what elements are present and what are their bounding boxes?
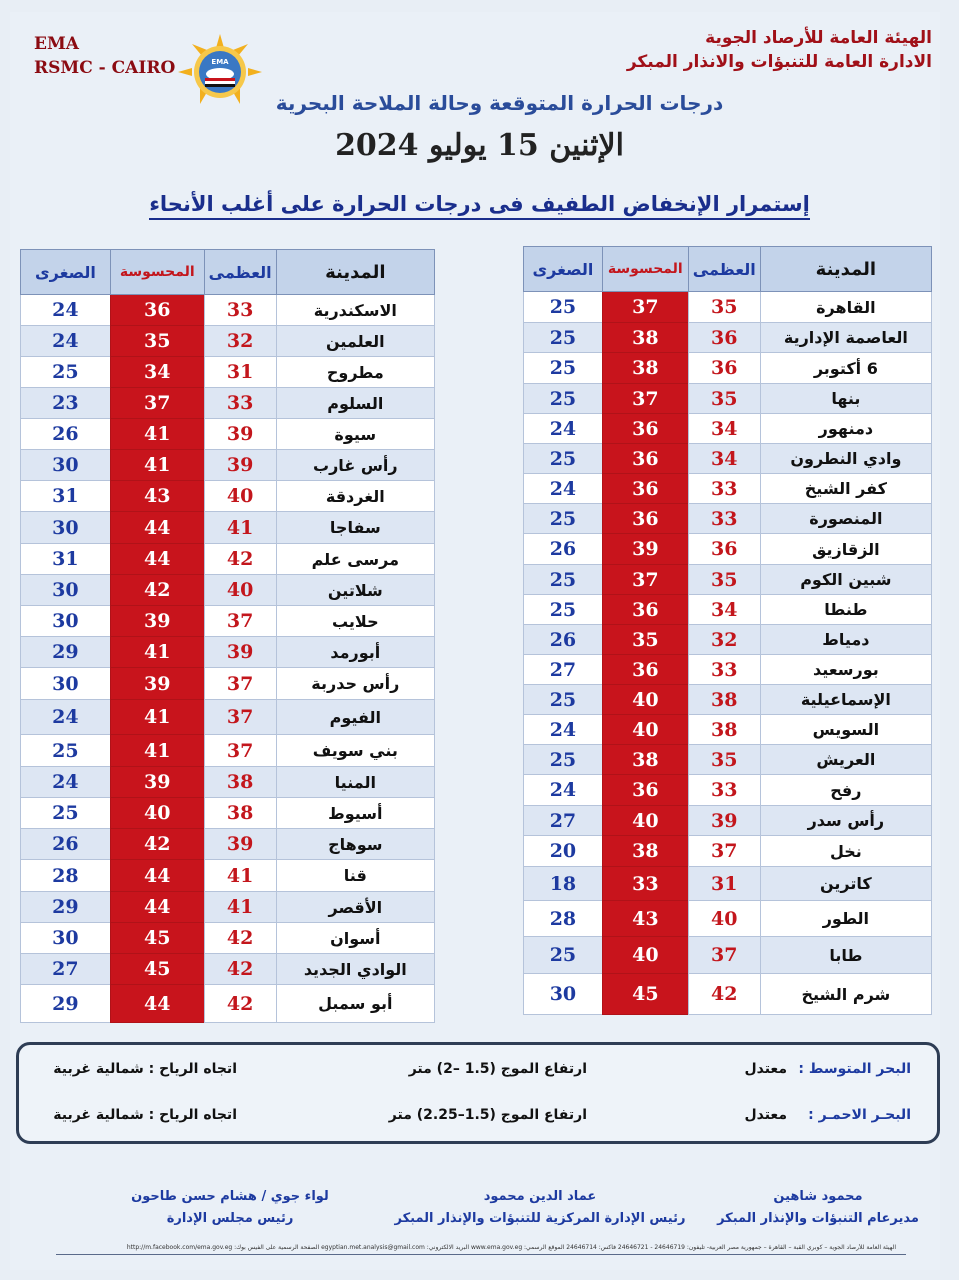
feels-like-cell: 41 xyxy=(110,450,204,481)
footer-divider xyxy=(56,1254,906,1255)
city-cell: العاصمة الإدارية xyxy=(760,323,931,353)
left-temperature-table xyxy=(20,249,435,1023)
feels-like-cell: 36 xyxy=(602,775,688,806)
min-temp-cell: 27 xyxy=(21,954,111,985)
city-cell: المنصورة xyxy=(760,504,931,534)
min-temp-cell: 29 xyxy=(21,892,111,923)
city-cell: العريش xyxy=(760,745,931,775)
city-cell: الاسكندرية xyxy=(276,295,434,326)
headline-text: إستمرار الإنخفاض الطفيف فى درجات الحرارة على أغلب الأنحاء xyxy=(149,192,810,220)
table-row xyxy=(524,715,932,745)
min-temp-cell: 24 xyxy=(524,474,603,504)
sea-state: معتدل xyxy=(744,1061,787,1077)
col-header-feel: المحسوسة xyxy=(110,250,204,295)
city-cell: أبورمد xyxy=(276,637,434,668)
min-temp-cell: 31 xyxy=(21,544,111,575)
feels-like-cell: 36 xyxy=(602,504,688,534)
feels-like-cell: 41 xyxy=(110,735,204,767)
ema-label: EMA xyxy=(34,34,79,54)
sea-name: البحر المتوسط : xyxy=(798,1061,911,1077)
max-temp-cell: 39 xyxy=(688,806,760,836)
table-row xyxy=(21,798,435,829)
min-temp-cell: 24 xyxy=(21,767,111,798)
ema-rsmc-label xyxy=(34,32,175,80)
min-temp-cell: 25 xyxy=(524,595,603,625)
feels-like-cell: 40 xyxy=(110,798,204,829)
feels-like-cell: 37 xyxy=(602,292,688,323)
table-header-row xyxy=(524,247,932,292)
feels-like-cell: 39 xyxy=(602,534,688,565)
table-row xyxy=(21,767,435,798)
city-cell: رأس سدر xyxy=(760,806,931,836)
table-row xyxy=(21,357,435,388)
max-temp-cell: 38 xyxy=(688,715,760,745)
max-temp-cell: 39 xyxy=(204,419,276,450)
max-temp-cell: 42 xyxy=(204,954,276,985)
min-temp-cell: 30 xyxy=(21,575,111,606)
feels-like-cell: 38 xyxy=(602,323,688,353)
table-row xyxy=(21,700,435,735)
max-temp-cell: 40 xyxy=(688,901,760,937)
max-temp-cell: 33 xyxy=(688,504,760,534)
max-temp-cell: 35 xyxy=(688,384,760,414)
col-header-min: الصغرى xyxy=(21,250,111,295)
col-header-max: العظمى xyxy=(204,250,276,295)
min-temp-cell: 28 xyxy=(21,860,111,892)
min-temp-cell: 30 xyxy=(21,512,111,544)
max-temp-cell: 33 xyxy=(204,295,276,326)
min-temp-cell: 18 xyxy=(524,867,603,901)
table-row xyxy=(524,565,932,595)
table-row xyxy=(21,326,435,357)
max-temp-cell: 41 xyxy=(204,892,276,923)
feels-like-cell: 45 xyxy=(110,954,204,985)
rsmc-label: RSMC - CAIRO xyxy=(34,58,176,78)
max-temp-cell: 35 xyxy=(688,292,760,323)
min-temp-cell: 24 xyxy=(524,775,603,806)
min-temp-cell: 27 xyxy=(524,655,603,685)
min-temp-cell: 30 xyxy=(21,606,111,637)
min-temp-cell: 23 xyxy=(21,388,111,419)
bulletin-subtitle xyxy=(0,91,959,115)
table-row xyxy=(21,450,435,481)
max-temp-cell: 39 xyxy=(204,637,276,668)
feels-like-cell: 38 xyxy=(602,836,688,867)
min-temp-cell: 25 xyxy=(21,735,111,767)
city-cell: رفح xyxy=(760,775,931,806)
feels-like-cell: 40 xyxy=(602,685,688,715)
max-temp-cell: 42 xyxy=(204,985,276,1023)
feels-like-cell: 45 xyxy=(602,974,688,1015)
feels-like-cell: 40 xyxy=(602,715,688,745)
right-temperature-table xyxy=(523,246,932,1015)
table-row xyxy=(524,806,932,836)
max-temp-cell: 35 xyxy=(688,745,760,775)
city-cell: سفاجا xyxy=(276,512,434,544)
bulletin-headline xyxy=(0,192,959,216)
city-cell: القاهرة xyxy=(760,292,931,323)
table-row xyxy=(524,937,932,974)
min-temp-cell: 24 xyxy=(21,700,111,735)
max-temp-cell: 37 xyxy=(688,836,760,867)
city-cell: شبين الكوم xyxy=(760,565,931,595)
feels-like-cell: 41 xyxy=(110,419,204,450)
table-row xyxy=(21,829,435,860)
col-header-min: الصغرى xyxy=(524,247,603,292)
min-temp-cell: 25 xyxy=(524,504,603,534)
max-temp-cell: 34 xyxy=(688,444,760,474)
feels-like-cell: 34 xyxy=(110,357,204,388)
signature-forecast-director xyxy=(713,1186,923,1230)
min-temp-cell: 25 xyxy=(524,384,603,414)
table-row xyxy=(524,323,932,353)
sea-row-mediterranean xyxy=(19,1061,937,1091)
max-temp-cell: 36 xyxy=(688,534,760,565)
min-temp-cell: 29 xyxy=(21,985,111,1023)
city-cell: دمياط xyxy=(760,625,931,655)
city-cell: بورسعيد xyxy=(760,655,931,685)
feels-like-cell: 41 xyxy=(110,700,204,735)
table-row xyxy=(524,353,932,384)
signatory-title: مديرعام التنبؤات والإنذار المبكر xyxy=(717,1211,919,1226)
feels-like-cell: 35 xyxy=(602,625,688,655)
col-header-feel: المحسوسة xyxy=(602,247,688,292)
min-temp-cell: 30 xyxy=(21,668,111,700)
max-temp-cell: 34 xyxy=(688,414,760,444)
table-row xyxy=(524,655,932,685)
feels-like-cell: 36 xyxy=(110,295,204,326)
col-header-city: المدينة xyxy=(760,247,931,292)
wave-height: ارتفاع الموج (1.5 –2) متر xyxy=(408,1061,587,1077)
table-row xyxy=(524,384,932,414)
min-temp-cell: 25 xyxy=(524,565,603,595)
feels-like-cell: 36 xyxy=(602,474,688,504)
max-temp-cell: 41 xyxy=(204,512,276,544)
max-temp-cell: 41 xyxy=(204,860,276,892)
city-cell: الإسماعيلية xyxy=(760,685,931,715)
min-temp-cell: 25 xyxy=(524,685,603,715)
max-temp-cell: 40 xyxy=(204,481,276,512)
max-temp-cell: 38 xyxy=(204,798,276,829)
table-row xyxy=(21,954,435,985)
min-temp-cell: 30 xyxy=(21,923,111,954)
max-temp-cell: 36 xyxy=(688,353,760,384)
max-temp-cell: 42 xyxy=(688,974,760,1015)
city-cell: نخل xyxy=(760,836,931,867)
city-cell: رأس غارب xyxy=(276,450,434,481)
city-cell: وادي النطرون xyxy=(760,444,931,474)
min-temp-cell: 24 xyxy=(524,414,603,444)
city-cell: بني سويف xyxy=(276,735,434,767)
max-temp-cell: 32 xyxy=(688,625,760,655)
max-temp-cell: 33 xyxy=(688,775,760,806)
signatory-title: رئيس مجلس الإدارة xyxy=(166,1211,294,1226)
table-row xyxy=(21,606,435,637)
feels-like-cell: 36 xyxy=(602,444,688,474)
feels-like-cell: 36 xyxy=(602,595,688,625)
city-cell: مطروح xyxy=(276,357,434,388)
signature-chairman xyxy=(110,1186,350,1230)
feels-like-cell: 43 xyxy=(110,481,204,512)
feels-like-cell: 40 xyxy=(602,937,688,974)
feels-like-cell: 37 xyxy=(602,565,688,595)
min-temp-cell: 24 xyxy=(524,715,603,745)
table-row xyxy=(524,534,932,565)
signatory-name: عماد الدين محمود xyxy=(483,1189,597,1204)
max-temp-cell: 39 xyxy=(204,450,276,481)
max-temp-cell: 33 xyxy=(688,474,760,504)
table-row xyxy=(524,867,932,901)
feels-like-cell: 41 xyxy=(110,637,204,668)
max-temp-cell: 36 xyxy=(688,323,760,353)
table-row xyxy=(524,474,932,504)
table-row xyxy=(21,575,435,606)
sea-conditions-box xyxy=(16,1042,940,1144)
table-row xyxy=(524,685,932,715)
min-temp-cell: 24 xyxy=(21,295,111,326)
table-row xyxy=(21,512,435,544)
city-cell: شرم الشيخ xyxy=(760,974,931,1015)
city-cell: الزقازيق xyxy=(760,534,931,565)
max-temp-cell: 37 xyxy=(204,735,276,767)
wind-direction: اتجاه الرياح : شمالية غربية xyxy=(53,1061,237,1077)
max-temp-cell: 42 xyxy=(204,544,276,575)
bulletin-date: الإثنين 15 يوليو 2024 xyxy=(335,128,624,163)
table-row xyxy=(21,923,435,954)
max-temp-cell: 37 xyxy=(688,937,760,974)
city-cell: كفر الشيخ xyxy=(760,474,931,504)
city-cell: شلاتين xyxy=(276,575,434,606)
table-row xyxy=(524,595,932,625)
min-temp-cell: 25 xyxy=(21,798,111,829)
table-row xyxy=(524,974,932,1015)
city-cell: قنا xyxy=(276,860,434,892)
city-cell: بنها xyxy=(760,384,931,414)
table-row xyxy=(524,444,932,474)
table-row xyxy=(21,735,435,767)
city-cell: دمنهور xyxy=(760,414,931,444)
table-row xyxy=(524,504,932,534)
feels-like-cell: 38 xyxy=(602,745,688,775)
max-temp-cell: 35 xyxy=(688,565,760,595)
signature-central-admin xyxy=(380,1186,700,1230)
city-cell: العلمين xyxy=(276,326,434,357)
feels-like-cell: 37 xyxy=(602,384,688,414)
min-temp-cell: 24 xyxy=(21,326,111,357)
feels-like-cell: 39 xyxy=(110,668,204,700)
city-cell: السلوم xyxy=(276,388,434,419)
feels-like-cell: 44 xyxy=(110,860,204,892)
table-row xyxy=(21,295,435,326)
feels-like-cell: 42 xyxy=(110,829,204,860)
feels-like-cell: 44 xyxy=(110,892,204,923)
min-temp-cell: 25 xyxy=(524,292,603,323)
table-row xyxy=(21,419,435,450)
city-cell: كاترين xyxy=(760,867,931,901)
city-cell: الوادي الجديد xyxy=(276,954,434,985)
max-temp-cell: 42 xyxy=(204,923,276,954)
max-temp-cell: 38 xyxy=(688,685,760,715)
table-row xyxy=(21,544,435,575)
min-temp-cell: 30 xyxy=(21,450,111,481)
table-row xyxy=(524,292,932,323)
min-temp-cell: 31 xyxy=(21,481,111,512)
feels-like-cell: 45 xyxy=(110,923,204,954)
table-row xyxy=(524,625,932,655)
min-temp-cell: 25 xyxy=(524,745,603,775)
table-row xyxy=(21,892,435,923)
city-cell: الأقصر xyxy=(276,892,434,923)
city-cell: أسوان xyxy=(276,923,434,954)
feels-like-cell: 44 xyxy=(110,544,204,575)
min-temp-cell: 25 xyxy=(524,353,603,384)
org-header xyxy=(627,26,932,74)
min-temp-cell: 25 xyxy=(21,357,111,388)
min-temp-cell: 26 xyxy=(21,829,111,860)
city-cell: أبو سمبل xyxy=(276,985,434,1023)
feels-like-cell: 39 xyxy=(110,606,204,637)
city-cell: الغردقة xyxy=(276,481,434,512)
table-header-row xyxy=(21,250,435,295)
feels-like-cell: 35 xyxy=(110,326,204,357)
max-temp-cell: 31 xyxy=(204,357,276,388)
max-temp-cell: 33 xyxy=(688,655,760,685)
wave-height: ارتفاع الموج (1.5–2.25) متر xyxy=(388,1107,587,1123)
city-cell: الطور xyxy=(760,901,931,937)
min-temp-cell: 26 xyxy=(524,625,603,655)
city-cell: حلايب xyxy=(276,606,434,637)
min-temp-cell: 20 xyxy=(524,836,603,867)
max-temp-cell: 31 xyxy=(688,867,760,901)
min-temp-cell: 25 xyxy=(524,444,603,474)
table-row xyxy=(524,745,932,775)
city-cell: سيوة xyxy=(276,419,434,450)
footer-contact: الهيئة العامة للأرصاد الجوية – كوبري القبة – القاهرة – جمهورية مصر العربية- تليفون: 24646719 - 24646721 فاكس: 24646714 الموقع الرسمي: www.ema.gov.eg البريد الالكتروني: egyptian.met.analysis@gmail.com الصفحة الرسمية على الفيس بوك: http://m.facebook.com/ema.gov.eg xyxy=(126,1244,896,1251)
feels-like-cell: 44 xyxy=(110,512,204,544)
sea-row-red-sea xyxy=(19,1107,937,1137)
min-temp-cell: 28 xyxy=(524,901,603,937)
city-cell: سوهاج xyxy=(276,829,434,860)
dept-name: الادارة العامة للتنبؤات والانذار المبكر xyxy=(626,52,932,72)
max-temp-cell: 38 xyxy=(204,767,276,798)
feels-like-cell: 42 xyxy=(110,575,204,606)
max-temp-cell: 34 xyxy=(688,595,760,625)
min-temp-cell: 25 xyxy=(524,937,603,974)
sea-name: البحـر الاحمـر : xyxy=(808,1107,911,1123)
min-temp-cell: 26 xyxy=(524,534,603,565)
feels-like-cell: 40 xyxy=(602,806,688,836)
min-temp-cell: 25 xyxy=(524,323,603,353)
sea-state: معتدل xyxy=(744,1107,787,1123)
table-row xyxy=(524,901,932,937)
org-name: الهيئة العامة للأرصاد الجوية xyxy=(705,28,932,48)
min-temp-cell: 30 xyxy=(524,974,603,1015)
max-temp-cell: 33 xyxy=(204,388,276,419)
feels-like-cell: 44 xyxy=(110,985,204,1023)
min-temp-cell: 29 xyxy=(21,637,111,668)
table-row xyxy=(21,860,435,892)
city-cell: رأس حدربة xyxy=(276,668,434,700)
city-cell: طنطا xyxy=(760,595,931,625)
col-header-max: العظمى xyxy=(688,247,760,292)
feels-like-cell: 33 xyxy=(602,867,688,901)
table-row xyxy=(21,668,435,700)
city-cell: أسيوط xyxy=(276,798,434,829)
max-temp-cell: 37 xyxy=(204,668,276,700)
city-cell: طابا xyxy=(760,937,931,974)
table-row xyxy=(21,637,435,668)
max-temp-cell: 40 xyxy=(204,575,276,606)
city-cell: مرسى علم xyxy=(276,544,434,575)
feels-like-cell: 37 xyxy=(110,388,204,419)
max-temp-cell: 39 xyxy=(204,829,276,860)
subtitle-text: درجات الحرارة المتوقعة وحالة الملاحة البحرية xyxy=(275,91,724,115)
table-row xyxy=(21,388,435,419)
max-temp-cell: 37 xyxy=(204,700,276,735)
table-row xyxy=(524,414,932,444)
feels-like-cell: 36 xyxy=(602,655,688,685)
col-header-city: المدينة xyxy=(276,250,434,295)
feels-like-cell: 36 xyxy=(602,414,688,444)
signatory-title: رئيس الإدارة المركزية للتنبؤات والإنذار المبكر xyxy=(394,1211,686,1226)
table-row xyxy=(524,836,932,867)
wind-direction: اتجاه الرياح : شمالية غربية xyxy=(53,1107,237,1123)
feels-like-cell: 43 xyxy=(602,901,688,937)
city-cell: الفيوم xyxy=(276,700,434,735)
city-cell: 6 أكتوبر xyxy=(760,353,931,384)
table-row xyxy=(524,775,932,806)
min-temp-cell: 27 xyxy=(524,806,603,836)
feels-like-cell: 38 xyxy=(602,353,688,384)
logo-text: EMA xyxy=(211,58,229,66)
max-temp-cell: 37 xyxy=(204,606,276,637)
city-cell: المنيا xyxy=(276,767,434,798)
table-row xyxy=(21,481,435,512)
min-temp-cell: 26 xyxy=(21,419,111,450)
signatory-name: محمود شاهين xyxy=(773,1189,863,1204)
table-row xyxy=(21,985,435,1023)
max-temp-cell: 32 xyxy=(204,326,276,357)
city-cell: السويس xyxy=(760,715,931,745)
signatory-name: لواء جوي / هشام حسن طاحون xyxy=(131,1189,329,1204)
feels-like-cell: 39 xyxy=(110,767,204,798)
